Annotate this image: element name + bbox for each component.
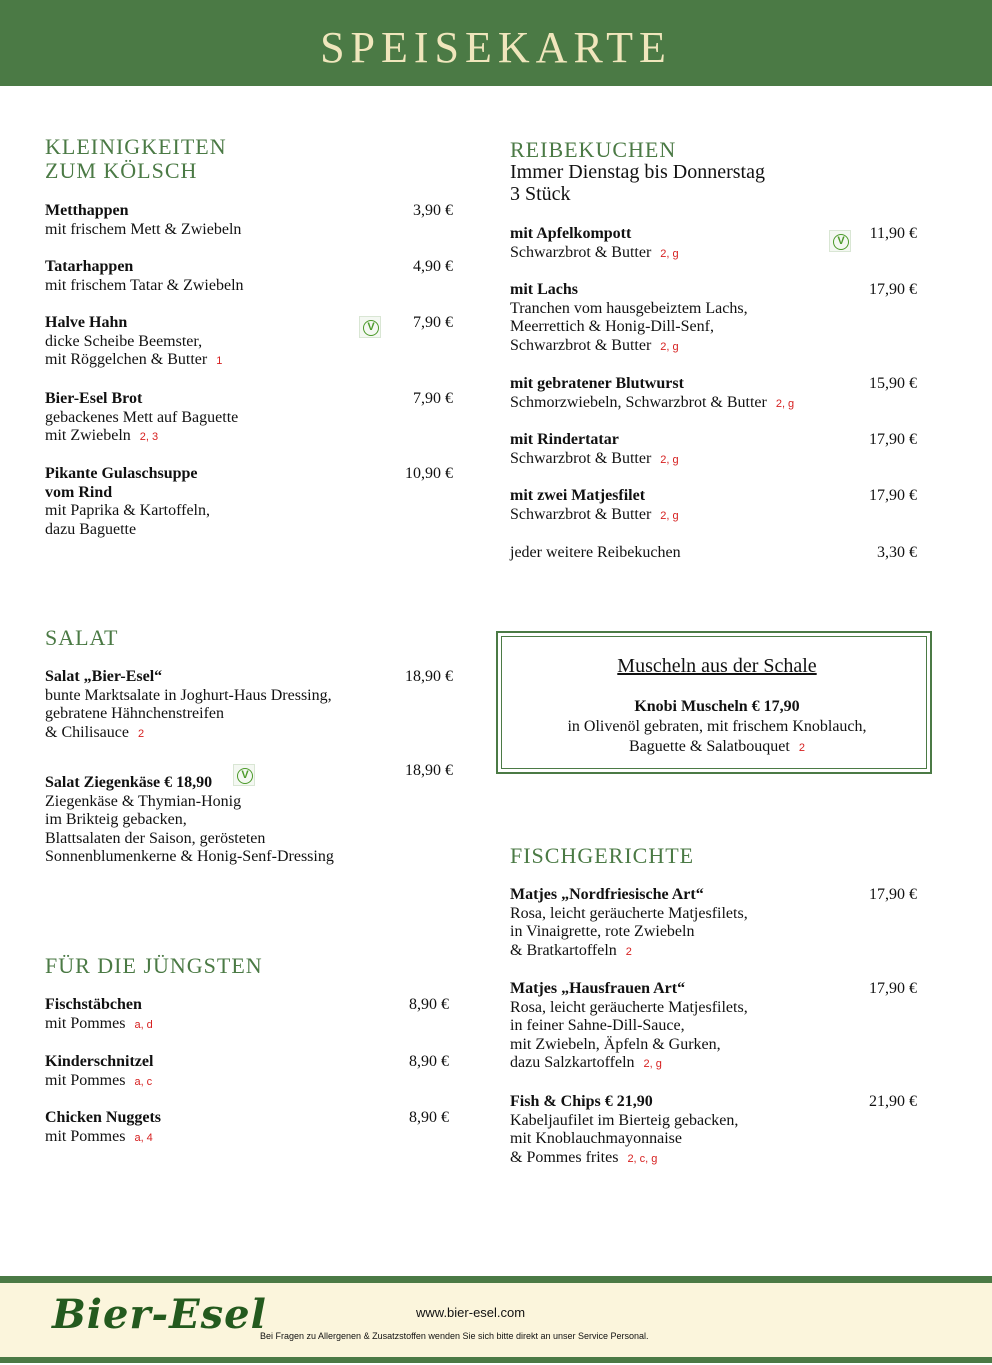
item-name: Salat „Bier-Esel“: [45, 668, 163, 685]
footer-divider-bottom: [0, 1357, 992, 1363]
item-desc: Kabeljaufilet im Bierteig gebacken,: [510, 1111, 739, 1129]
item-price: 3,30 €: [877, 544, 917, 561]
item-desc: [510, 1149, 738, 1169]
allergen-code: a, c: [134, 1075, 153, 1088]
item-name: mit gebratener Blutwurst: [510, 375, 684, 392]
item-name: mit zwei Matjesfilet: [510, 487, 646, 504]
menu-item-matjes-nordfriesisch: [510, 886, 748, 961]
vegetarian-icon: V: [233, 764, 255, 786]
item-desc: [510, 506, 679, 526]
item-name: Matjes „Nordfriesische Art“: [510, 886, 704, 903]
muscheln-title: Muscheln aus der Schale: [617, 655, 817, 677]
item-desc: [510, 244, 679, 264]
allergen-code: 2: [798, 742, 805, 754]
allergen-code: 2, c, g: [627, 1152, 658, 1165]
item-name: Bier-Esel Brot: [45, 390, 143, 407]
menu-item-tatarhappen: [45, 258, 244, 295]
item-price: 8,90 €: [409, 996, 449, 1013]
item-price: 10,90 €: [405, 465, 453, 482]
item-desc: [45, 724, 332, 744]
vegetarian-icon: V: [829, 230, 851, 252]
item-name: Salat Ziegenkäse € 18,90: [45, 774, 213, 791]
item-name: mit Apfelkompott: [510, 225, 632, 242]
item-desc: mit frischem Tatar & Zwiebeln: [45, 276, 244, 294]
item-desc: mit Paprika & Kartoffeln,: [45, 502, 210, 520]
menu-item-kinderschnitzel: [45, 1053, 153, 1091]
item-price: 4,90 €: [413, 258, 453, 275]
menu-item-salat-ziegenkaese: [45, 774, 334, 867]
item-desc-text: mit Pommes: [45, 1071, 126, 1089]
item-desc-text: Schwarzbrot & Butter: [510, 336, 652, 354]
menu-item-salat-bier-esel: [45, 668, 332, 743]
item-desc: Tranchen vom hausgebeiztem Lachs,: [510, 299, 748, 317]
item-price: 18,90 €: [405, 762, 453, 779]
allergen-code: 2, g: [775, 397, 795, 410]
muscheln-line: in Olivenöl gebraten, mit frischem Knoblauch,: [567, 718, 867, 735]
allergen-code: 2, g: [660, 247, 679, 260]
item-desc-text: dazu Salzkartoffeln: [510, 1054, 635, 1072]
item-price: 18,90 €: [405, 668, 453, 685]
section-title-reibekuchen: REIBEKUCHEN: [510, 137, 677, 162]
item-desc-text: mit Zwiebeln: [45, 427, 131, 445]
item-desc: [45, 1128, 161, 1148]
item-name: mit Lachs: [510, 281, 578, 298]
item-price: 21,90 €: [869, 1093, 917, 1110]
menu-item-chicken-nuggets: [45, 1109, 161, 1147]
vegetarian-icon: V: [359, 316, 381, 338]
item-desc-text: mit Pommes: [45, 1127, 126, 1145]
allergen-code: 2: [625, 945, 632, 958]
item-name: Chicken Nuggets: [45, 1109, 162, 1126]
item-desc: bunte Marktsalate in Joghurt-Haus Dressing,: [45, 686, 332, 704]
item-name: Fischstäbchen: [45, 996, 142, 1013]
item-desc: Blattsalaten der Saison, gerösteten: [45, 829, 266, 847]
item-desc: [510, 942, 748, 962]
section-title-line: ZUM KÖLSCH: [45, 158, 198, 183]
allergen-code: 2, g: [643, 1058, 662, 1071]
website-link[interactable]: www.bier-esel.com: [416, 1305, 526, 1320]
menu-item-halve-hahn: [45, 314, 222, 371]
item-desc: Rosa, leicht geräucherte Matjesfilets,: [510, 998, 748, 1016]
menu-item-bier-esel-brot: [45, 390, 238, 447]
header-bar: [0, 0, 992, 86]
item-desc: [45, 351, 222, 371]
item-desc-text: Schwarzbrot & Butter: [510, 449, 652, 467]
item-price: 7,90 €: [413, 390, 453, 407]
menu-item-fischstaebchen: [45, 996, 153, 1034]
item-desc: [510, 450, 679, 470]
item-desc-text: mit Röggelchen & Butter: [45, 351, 208, 369]
item-desc: [510, 1054, 748, 1074]
item-desc: Meerrettich & Honig-Dill-Senf,: [510, 318, 714, 336]
bier-esel-logo: Bier-Esel: [52, 1291, 267, 1338]
muscheln-box-inner: [501, 636, 927, 769]
menu-item-rindertatar: [510, 431, 679, 469]
section-title-fisch: FISCHGERICHTE: [510, 843, 695, 868]
item-desc: Sonnenblumenkerne & Honig-Senf-Dressing: [45, 848, 334, 866]
item-name: vom Rind: [45, 483, 113, 501]
allergen-code: 2, g: [660, 509, 679, 522]
section-title-line: KLEINIGKEITEN: [45, 134, 227, 159]
extra-reibekuchen: [510, 544, 681, 563]
menu-item-apfelkompott: [510, 225, 679, 263]
menu-item-lachs: [510, 281, 748, 356]
item-price: 17,90 €: [869, 431, 917, 448]
allergen-note: Bei Fragen zu Allergenen & Zusatzstoffen wenden Sie sich bitte direkt an unser Service Personal.: [260, 1331, 649, 1341]
item-desc: mit Zwiebeln, Äpfeln & Gurken,: [510, 1035, 721, 1053]
item-desc-text: Schwarzbrot & Butter: [510, 243, 652, 261]
item-desc: Ziegenkäse & Thymian-Honig: [45, 792, 242, 810]
section-title-kleinigkeiten: [45, 135, 227, 183]
item-desc: im Brikteig gebacken,: [45, 811, 187, 829]
menu-item-matjesfilet: [510, 487, 679, 525]
muscheln-line-text: Baguette & Salatbouquet: [629, 738, 790, 755]
item-desc-text: & Bratkartoffeln: [510, 941, 617, 959]
item-desc: [45, 1072, 153, 1092]
footer-divider-top: [0, 1276, 992, 1283]
allergen-code: a, 4: [134, 1131, 153, 1144]
item-price: 17,90 €: [869, 980, 917, 997]
menu-item-matjes-hausfrauen: [510, 980, 748, 1074]
item-price: 8,90 €: [409, 1109, 449, 1126]
section-title-salat: SALAT: [45, 625, 119, 650]
section-title-juengsten: FÜR DIE JÜNGSTEN: [45, 953, 263, 978]
item-desc: [510, 394, 794, 414]
section-subtitle: Immer Dienstag bis Donnerstag: [510, 161, 765, 183]
item-name: Fish & Chips € 21,90: [510, 1093, 653, 1110]
item-price: 7,90 €: [413, 314, 453, 331]
menu-item-blutwurst: [510, 375, 794, 413]
muscheln-line: Knobi Muscheln € 17,90: [634, 698, 800, 715]
item-desc: dazu Baguette: [45, 520, 137, 538]
muscheln-line: [502, 738, 932, 756]
item-desc: mit frischem Mett & Zwiebeln: [45, 220, 242, 238]
item-desc: [45, 1015, 153, 1035]
allergen-code: a, d: [134, 1018, 153, 1031]
item-desc: gebackenes Mett auf Baguette: [45, 408, 239, 426]
muscheln-box: [496, 631, 932, 774]
item-price: 3,90 €: [413, 202, 453, 219]
item-price: 17,90 €: [869, 487, 917, 504]
item-desc: [45, 427, 238, 447]
allergen-code: 2, 3: [139, 431, 159, 444]
page-title: SPEISEKARTE: [320, 23, 672, 72]
allergen-code: 2, g: [660, 453, 679, 466]
menu-item-gulaschsuppe: [45, 465, 210, 539]
item-name: Metthappen: [45, 202, 129, 219]
item-name: Tatarhappen: [45, 258, 134, 275]
item-price: 11,90 €: [869, 225, 917, 242]
allergen-code: 1: [216, 355, 223, 368]
item-price: 17,90 €: [869, 886, 917, 903]
menu-item-fish-chips: [510, 1093, 738, 1168]
item-price: 15,90 €: [869, 375, 917, 392]
item-desc: [510, 337, 748, 357]
item-desc-text: Schmorzwiebeln, Schwarzbrot & Butter: [510, 393, 767, 411]
item-name: mit Rindertatar: [510, 431, 619, 448]
section-subtitle: 3 Stück: [510, 183, 571, 205]
item-desc-text: & Chilisauce: [45, 723, 129, 741]
footer: [0, 1283, 992, 1357]
item-price: 17,90 €: [869, 281, 917, 298]
item-name: Pikante Gulaschsuppe: [45, 465, 198, 482]
item-desc-text: & Pommes frites: [510, 1148, 619, 1166]
allergen-code: 2: [137, 727, 145, 740]
item-desc: in feiner Sahne-Dill-Sauce,: [510, 1017, 685, 1035]
item-name: Kinderschnitzel: [45, 1053, 154, 1070]
item-name: Matjes „Hausfrauen Art“: [510, 980, 686, 997]
menu-item-metthappen: [45, 202, 241, 239]
item-name: Halve Hahn: [45, 314, 128, 331]
item-desc: in Vinaigrette, rote Zwiebeln: [510, 923, 695, 941]
item-desc-text: Schwarzbrot & Butter: [510, 505, 652, 523]
item-desc: Rosa, leicht geräucherte Matjesfilets,: [510, 904, 748, 922]
item-price: 8,90 €: [409, 1053, 449, 1070]
item-desc: dicke Scheibe Beemster,: [45, 332, 203, 350]
item-desc: gebratene Hähnchenstreifen: [45, 705, 225, 723]
item-desc: mit Knoblauchmayonnaise: [510, 1130, 682, 1148]
item-desc-text: mit Pommes: [45, 1014, 126, 1032]
item-desc: jeder weitere Reibekuchen: [510, 544, 681, 561]
allergen-code: 2, g: [660, 340, 679, 353]
